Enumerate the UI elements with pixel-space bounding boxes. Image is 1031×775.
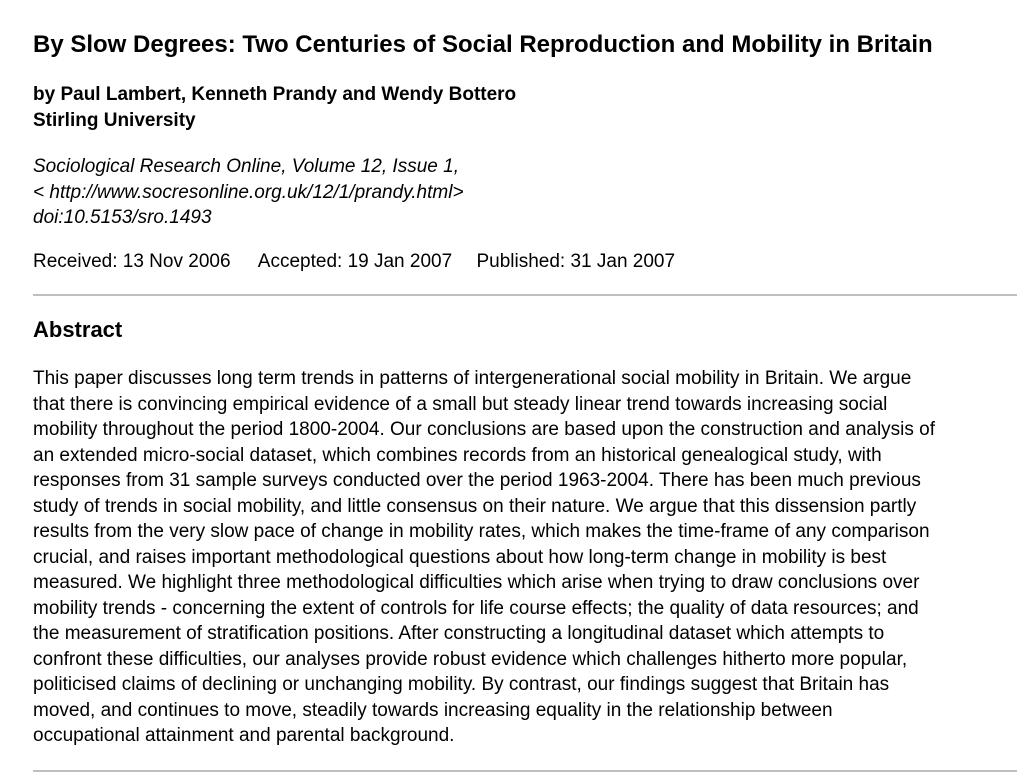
journal-reference: Sociological Research Online, Volume 12, Issue 1, <box>33 156 459 177</box>
published-date: Published: 31 Jan 2007 <box>476 251 676 272</box>
abstract-line: crucial, and raises important methodological questions about how long-term change in mobility is best <box>33 546 887 568</box>
abstract-line: moved, and continues to move, steadily towards increasing equality in the relationship between <box>33 699 833 721</box>
abstract-line: that there is convincing empirical evidence of a small but steady linear trend towards increasing social <box>33 393 888 415</box>
abstract-line: measured. We highlight three methodological difficulties which arise when trying to draw conclusions over <box>33 572 920 593</box>
abstract-line: responses from 31 sample surveys conducted over the period 1963-2004. There has been much previous <box>33 470 921 491</box>
citation-block <box>33 154 464 231</box>
author-block <box>33 82 516 134</box>
section-divider <box>33 770 1017 772</box>
article-title: By Slow Degrees: Two Centuries of Social Reproduction and Mobility in Britain <box>33 31 933 58</box>
accepted-date: Accepted: 19 Jan 2007 <box>257 251 453 272</box>
article-url: < http://www.socresonline.org.uk/12/1/prandy.html> <box>33 181 464 203</box>
abstract-text <box>33 366 1023 749</box>
article-doi: doi:10.5153/sro.1493 <box>33 207 212 228</box>
abstract-line: study of trends in social mobility, and little consensus on their nature. We argue that this dissension partly <box>33 495 917 517</box>
received-date: Received: 13 Nov 2006 <box>33 251 231 272</box>
publication-dates <box>33 249 675 275</box>
abstract-line: mobility throughout the period 1800-2004. Our conclusions are based upon the construction and analysis of <box>33 419 936 440</box>
section-divider <box>33 294 1017 296</box>
abstract-heading: Abstract <box>33 317 123 342</box>
affiliation: Stirling University <box>33 110 196 131</box>
abstract-line: occupational attainment and parental background. <box>33 725 455 746</box>
abstract-line: politicised claims of declining or unchanging mobility. By contrast, our findings suggest that Britain has <box>33 674 890 695</box>
abstract-line: results from the very slow pace of change in mobility rates, which makes the time-frame of any comparison <box>33 521 930 542</box>
abstract-line: This paper discusses long term trends in patterns of intergenerational social mobility in Britain. We argue <box>33 368 912 389</box>
abstract-line: the measurement of stratification positions. After constructing a longitudinal dataset which attempts to <box>33 623 885 644</box>
abstract-line: mobility trends - concerning the extent of controls for life course effects; the quality of data resources; and <box>33 597 919 619</box>
abstract-line: an extended micro-social dataset, which combines records from an historical genealogical study, with <box>33 444 882 466</box>
abstract-line: confront these difficulties, our analyses provide robust evidence which challenges hitherto more popular, <box>33 648 908 670</box>
author-names: by Paul Lambert, Kenneth Prandy and Wendy Bottero <box>33 84 517 105</box>
